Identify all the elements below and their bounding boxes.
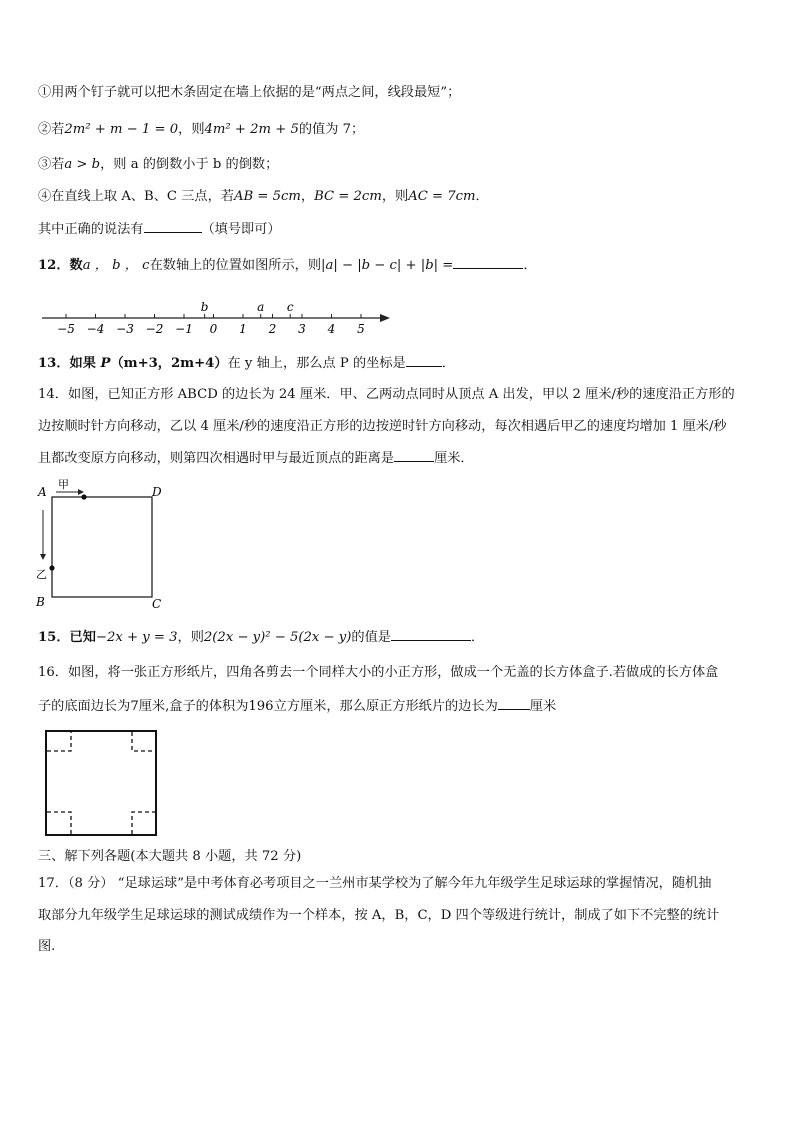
q14-line-2: 边按顺时针方向移动，乙以 4 厘米/秒的速度沿正方形的边按逆时针方向移动，每次相遇后甲乙的速度均增加 1 厘米/秒 [38, 419, 727, 434]
vertex-a: A [38, 485, 47, 499]
point-jia [81, 494, 86, 499]
answer-blank [394, 449, 434, 462]
q11-conclusion: 其中正确的说法有 （填号即可） [38, 222, 281, 237]
point-yi [49, 565, 54, 570]
corner-cut-top-left [47, 732, 71, 751]
corner-cut-bottom-right [132, 812, 155, 834]
square-abcd [52, 497, 152, 597]
vertex-d: D [152, 485, 162, 499]
corner-cut-bottom-left [47, 812, 71, 834]
q13-text: 13．如果 P（m+3，2m+4）在 y 轴上，那么点 P 的坐标是 ． [38, 356, 455, 371]
point-jia-label: 甲 [58, 478, 69, 491]
answer-blank [406, 354, 442, 367]
yi-arrowhead [40, 554, 46, 560]
number-line-tick-label: 4 [327, 322, 336, 336]
vertex-c: C [152, 597, 162, 611]
q17-line-2: 取部分九年级学生足球运球的测试成绩作为一个样本，按 A，B，C，D 四个等级进行统计，制成了如下不完整的统计 [38, 908, 720, 923]
q14-line-3: 且都改变原方向移动，则第四次相遇时甲与最近顶点的距离是 厘米． [38, 451, 474, 466]
answer-blank [391, 628, 471, 641]
number-line-tick-label: −1 [175, 322, 193, 336]
q11-statement-3: ③若a > b，则 a 的倒数小于 b 的倒数； [38, 157, 279, 172]
paper-square [46, 731, 156, 835]
point-a-label: a [257, 300, 265, 314]
number-line-tick-label: −5 [57, 322, 75, 336]
point-c-label: c [286, 300, 294, 314]
number-line-tick-label: 1 [239, 322, 247, 336]
paper-square-figure [44, 728, 160, 838]
corner-cut-top-right [132, 732, 155, 751]
q11-statement-1: ①用两个钉子就可以把木条固定在墙上依据的是“两点之间，线段最短”； [38, 85, 461, 100]
number-line-tick-label: 3 [298, 322, 306, 336]
point-yi-label: 乙 [36, 568, 47, 581]
q16-line-2: 子的底面边长为7厘米,盒子的体积为196立方厘米，那么原正方形纸片的边长为 厘米 [38, 699, 557, 714]
answer-blank [498, 697, 530, 710]
number-line-arrow [380, 314, 390, 322]
point-b-label: b [200, 300, 209, 314]
jia-arrowhead [78, 489, 84, 495]
q16-line-1: 16．如图，将一张正方形纸片，四角各剪去一个同样大小的小正方形，做成一个无盖的长方体盒子.若做成的长方体盒 [38, 665, 719, 680]
square-abcd-figure [34, 476, 174, 614]
vertex-b: B [36, 595, 45, 609]
q14-line-1: 14．如图，已知正方形 ABCD 的边长为 24 厘米．甲、乙两动点同时从顶点 A 出发，甲以 2 厘米/秒的速度沿正方形的 [38, 387, 735, 402]
number-line-tick-label: 5 [357, 322, 365, 336]
number-line-tick-label: 2 [268, 322, 277, 336]
number-line-tick-label: 0 [209, 322, 218, 336]
q15-text: 15．已知−2x + y = 3，则2(2x − y)² − 5(2x − y)的值是 ． [38, 630, 485, 645]
q12-text: 12．数a ， b ， c在数轴上的位置如图所示，则|a| − |b − c| + |b| = ． [38, 258, 537, 273]
q17-line-3: 图. [38, 939, 56, 954]
q17-line-1: 17．（8 分） “足球运球”是中考体育必考项目之一兰州市某学校为了解今年九年级学生足球运球的掌握情况，随机抽 [38, 876, 712, 891]
answer-blank [453, 256, 523, 269]
q11-statement-4: ④在直线上取 A、B、C 三点，若AB = 5cm，BC = 2cm，则AC = 7cm． [38, 189, 489, 204]
number-line-tick-label: −4 [86, 322, 105, 336]
number-line-tick-label: −2 [145, 322, 164, 336]
section-heading: 三、解下列各题(本大题共 8 小题，共 72 分) [38, 849, 302, 864]
number-line-figure [38, 292, 398, 338]
number-line-tick-label: −3 [116, 322, 134, 336]
answer-blank [144, 220, 202, 233]
q11-statement-2: ②若2m² + m − 1 = 0，则4m² + 2m + 5的值为 7； [38, 122, 365, 137]
